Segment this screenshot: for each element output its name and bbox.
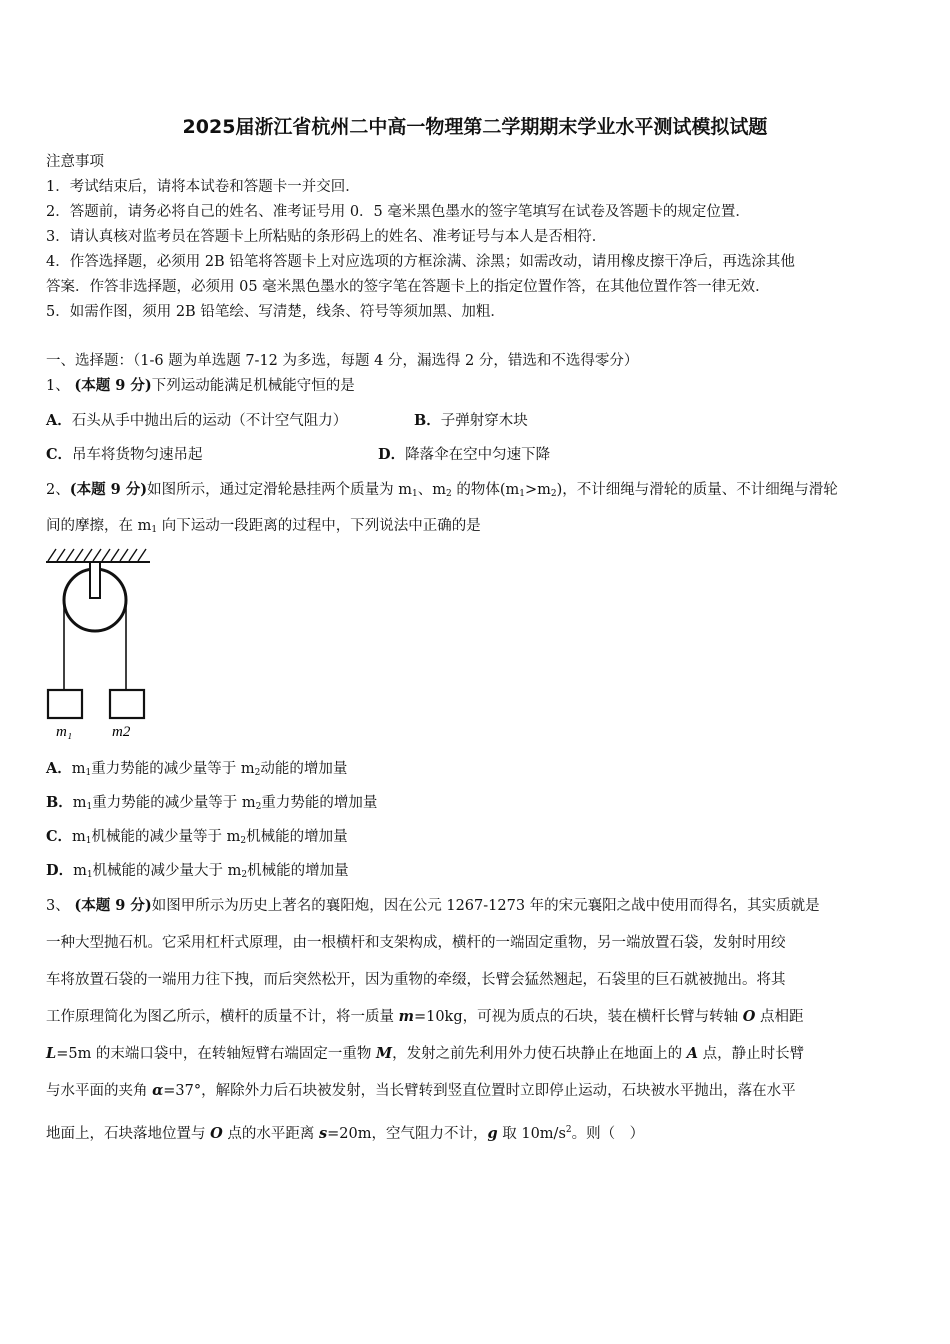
block-m1 xyxy=(48,690,82,718)
symbol-big-m: M xyxy=(376,1045,393,1062)
option-text: 子弹射穿木块 xyxy=(440,413,528,429)
subscript: 2 xyxy=(240,836,247,846)
q3-line-6 xyxy=(46,1081,796,1101)
subscript: 2 xyxy=(254,768,261,778)
notice-item-3: 3．请认真核对监考员在答题卡上所粘贴的条形码上的姓名、准考证号与本人是否相符． xyxy=(46,229,607,245)
option-key: C． xyxy=(46,828,73,845)
q3-line-2: 一种大型抛石机。它采用杠杆式原理，由一根横杆和支架构成，横杆的一端固定重物，另一端放置石袋，发射时用绞 xyxy=(46,935,786,951)
notice-item-2: 2．答题前，请务必将自己的姓名、准考证号用 0．5 毫米黑色墨水的签字笔填写在试卷及答题卡的规定位置． xyxy=(46,204,750,220)
option-text: 机械能的增加量 xyxy=(247,863,349,879)
option-text: 重力势能的增加量 xyxy=(261,795,378,811)
option-key: A． xyxy=(46,412,72,429)
subscript: 1 xyxy=(151,525,158,535)
q3-text: =20m，空气阻力不计， xyxy=(327,1126,488,1142)
q1-option-c xyxy=(46,445,203,465)
q2-stem: 、m xyxy=(417,482,446,498)
option-text: m xyxy=(72,829,86,845)
q3-text: 工作原理简化为图乙所示，横杆的质量不计，将一质量 xyxy=(46,1009,399,1025)
subscript: 1 xyxy=(412,489,418,499)
symbol-g: g xyxy=(487,1125,498,1142)
option-text: m xyxy=(73,863,87,879)
symbol-m: m xyxy=(398,1008,414,1025)
option-key: B． xyxy=(414,412,441,429)
pulley-axle xyxy=(90,562,100,598)
q3-text: 取 10m/s xyxy=(497,1126,566,1142)
question-3 xyxy=(46,896,820,916)
option-key: C． xyxy=(46,446,73,463)
q1-score: (本题 9 分) xyxy=(74,377,152,394)
q2-stem: >m xyxy=(524,482,551,498)
q1-stem: 下列运动能满足机械能守恒的是 xyxy=(151,378,355,394)
option-text: 机械能的减少量大于 m xyxy=(92,863,242,879)
q3-text: 地面上，石块落地位置与 xyxy=(46,1126,211,1142)
question-2-cont xyxy=(46,516,481,540)
q3-text: =10kg，可视为质点的石块，装在横杆长臂与转轴 xyxy=(413,1009,743,1025)
pulley-figure xyxy=(44,544,152,744)
subscript: 2 xyxy=(550,489,557,499)
q3-number: 3、 xyxy=(46,898,70,914)
q3-text: 点，静止时长臂 xyxy=(697,1046,805,1062)
notice-item-4-cont: 答案．作答非选择题，必须用 05 毫米黑色墨水的签字笔在答题卡上的指定位置作答，在其他位置作答一律无效． xyxy=(46,279,770,295)
option-text: 机械能的增加量 xyxy=(246,829,348,845)
q3-line-3: 车将放置石袋的一端用力往下拽，而后突然松开，因为重物的牵缀，长臂会猛然翘起，石袋里的巨石就被抛出。将其 xyxy=(46,972,786,988)
q2-option-a xyxy=(46,759,347,783)
option-text: 机械能的减少量等于 m xyxy=(91,829,241,845)
option-key: D． xyxy=(378,446,406,463)
q2-stem: 间的摩擦，在 m xyxy=(46,518,152,534)
subscript: 1 xyxy=(519,489,525,499)
notice-item-5: 5．如需作图，须用 2B 铅笔绘、写清楚，线条、符号等须加黑、加粗． xyxy=(46,304,505,320)
option-text: 重力势能的减少量等于 m xyxy=(91,761,255,777)
subscript: 1 xyxy=(86,870,93,880)
q3-line-4 xyxy=(46,1007,803,1027)
symbol-o: O xyxy=(742,1008,756,1025)
q1-option-a xyxy=(46,411,347,431)
q2-stem: 向下运动一段距离的过程中，下列说法中正确的是 xyxy=(157,518,481,534)
option-text: 降落伞在空中匀速下降 xyxy=(405,447,551,463)
q3-line-7 xyxy=(46,1120,644,1144)
q1-number: 1、 xyxy=(46,378,70,394)
symbol-alpha: α xyxy=(152,1082,164,1099)
q3-text: 点相距 xyxy=(755,1009,804,1025)
q2-number: 2、 xyxy=(46,482,70,498)
symbol-a: A xyxy=(686,1045,698,1062)
option-key: A． xyxy=(46,760,72,777)
subscript: 1 xyxy=(85,768,92,778)
option-text: 重力势能的减少量等于 m xyxy=(92,795,256,811)
option-text: m xyxy=(71,761,86,777)
option-text: 动能的增加量 xyxy=(260,761,348,777)
subscript: 1 xyxy=(86,802,93,812)
notice-heading: 注意事项 xyxy=(46,154,104,170)
subscript: 2 xyxy=(241,870,248,880)
question-1 xyxy=(46,376,355,396)
q2-option-b xyxy=(46,793,377,817)
q3-text: =5m 的末端口袋中，在转轴短臂右端固定一重物 xyxy=(56,1046,377,1062)
q3-text: ，发射之前先利用外力使石块静止在地面上的 xyxy=(392,1046,687,1062)
q2-stem: 如图所示，通过定滑轮悬挂两个质量为 m xyxy=(147,482,412,498)
q3-line-5 xyxy=(46,1044,804,1064)
subscript: 2 xyxy=(255,802,262,812)
symbol-o: O xyxy=(210,1125,223,1142)
section-heading: 一、选择题：（1-6 题为单选题 7-12 为多选，每题 4 分，漏选得 2 分，错选和不选得零分） xyxy=(46,353,639,369)
block-m2 xyxy=(110,690,144,718)
page-title: 2025届浙江省杭州二中高一物理第二学期期末学业水平测试模拟试题 xyxy=(182,116,768,138)
q1-option-b xyxy=(414,411,528,431)
option-key: B． xyxy=(46,794,73,811)
option-text: 石头从手中抛出后的运动（不计空气阻力） xyxy=(71,413,348,429)
q3-text: 如图甲所示为历史上著名的襄阳炮，因在公元 1267-1273 年的宋元襄阳之战中使用而得名，其实质就是 xyxy=(151,898,820,914)
subscript: 1 xyxy=(85,836,92,846)
label-m1: m₁ xyxy=(56,724,73,740)
q3-text: 与水平面的夹角 xyxy=(46,1083,153,1099)
subscript: 2 xyxy=(445,489,452,499)
q2-score: (本题 9 分) xyxy=(69,481,148,498)
label-m2: m2 xyxy=(112,724,131,740)
q3-text: 点的水平距离 xyxy=(222,1126,319,1142)
ceiling-hatch xyxy=(48,549,146,561)
q3-score: (本题 9 分) xyxy=(74,897,152,914)
symbol-l: L xyxy=(46,1045,57,1062)
notice-item-1: 1．考试结束后，请将本试卷和答题卡一并交回． xyxy=(46,179,360,195)
q3-text: 。则（ ） xyxy=(571,1126,645,1142)
superscript: 2 xyxy=(565,1125,572,1135)
q2-stem: 的物体(m xyxy=(451,482,520,498)
option-text: m xyxy=(72,795,87,811)
q2-option-d xyxy=(46,861,349,885)
q1-option-d xyxy=(378,445,550,465)
q3-text: =37°，解除外力后石块被发射，当长臂转到竖直位置时立即停止运动，石块被水平抛出，落在水平 xyxy=(163,1083,796,1099)
q2-stem: )，不计细绳与滑轮的质量、不计细绳与滑轮 xyxy=(556,482,838,498)
symbol-s: s xyxy=(318,1125,328,1142)
notice-item-4: 4．作答选择题，必须用 2B 铅笔将答题卡上对应选项的方框涂满、涂黑；如需改动，请用橡皮擦干净后，再选涂其他 xyxy=(46,254,795,270)
option-text: 吊车将货物匀速吊起 xyxy=(72,447,203,463)
question-2 xyxy=(46,480,838,504)
q2-option-c xyxy=(46,827,348,851)
option-key: D． xyxy=(46,862,74,879)
